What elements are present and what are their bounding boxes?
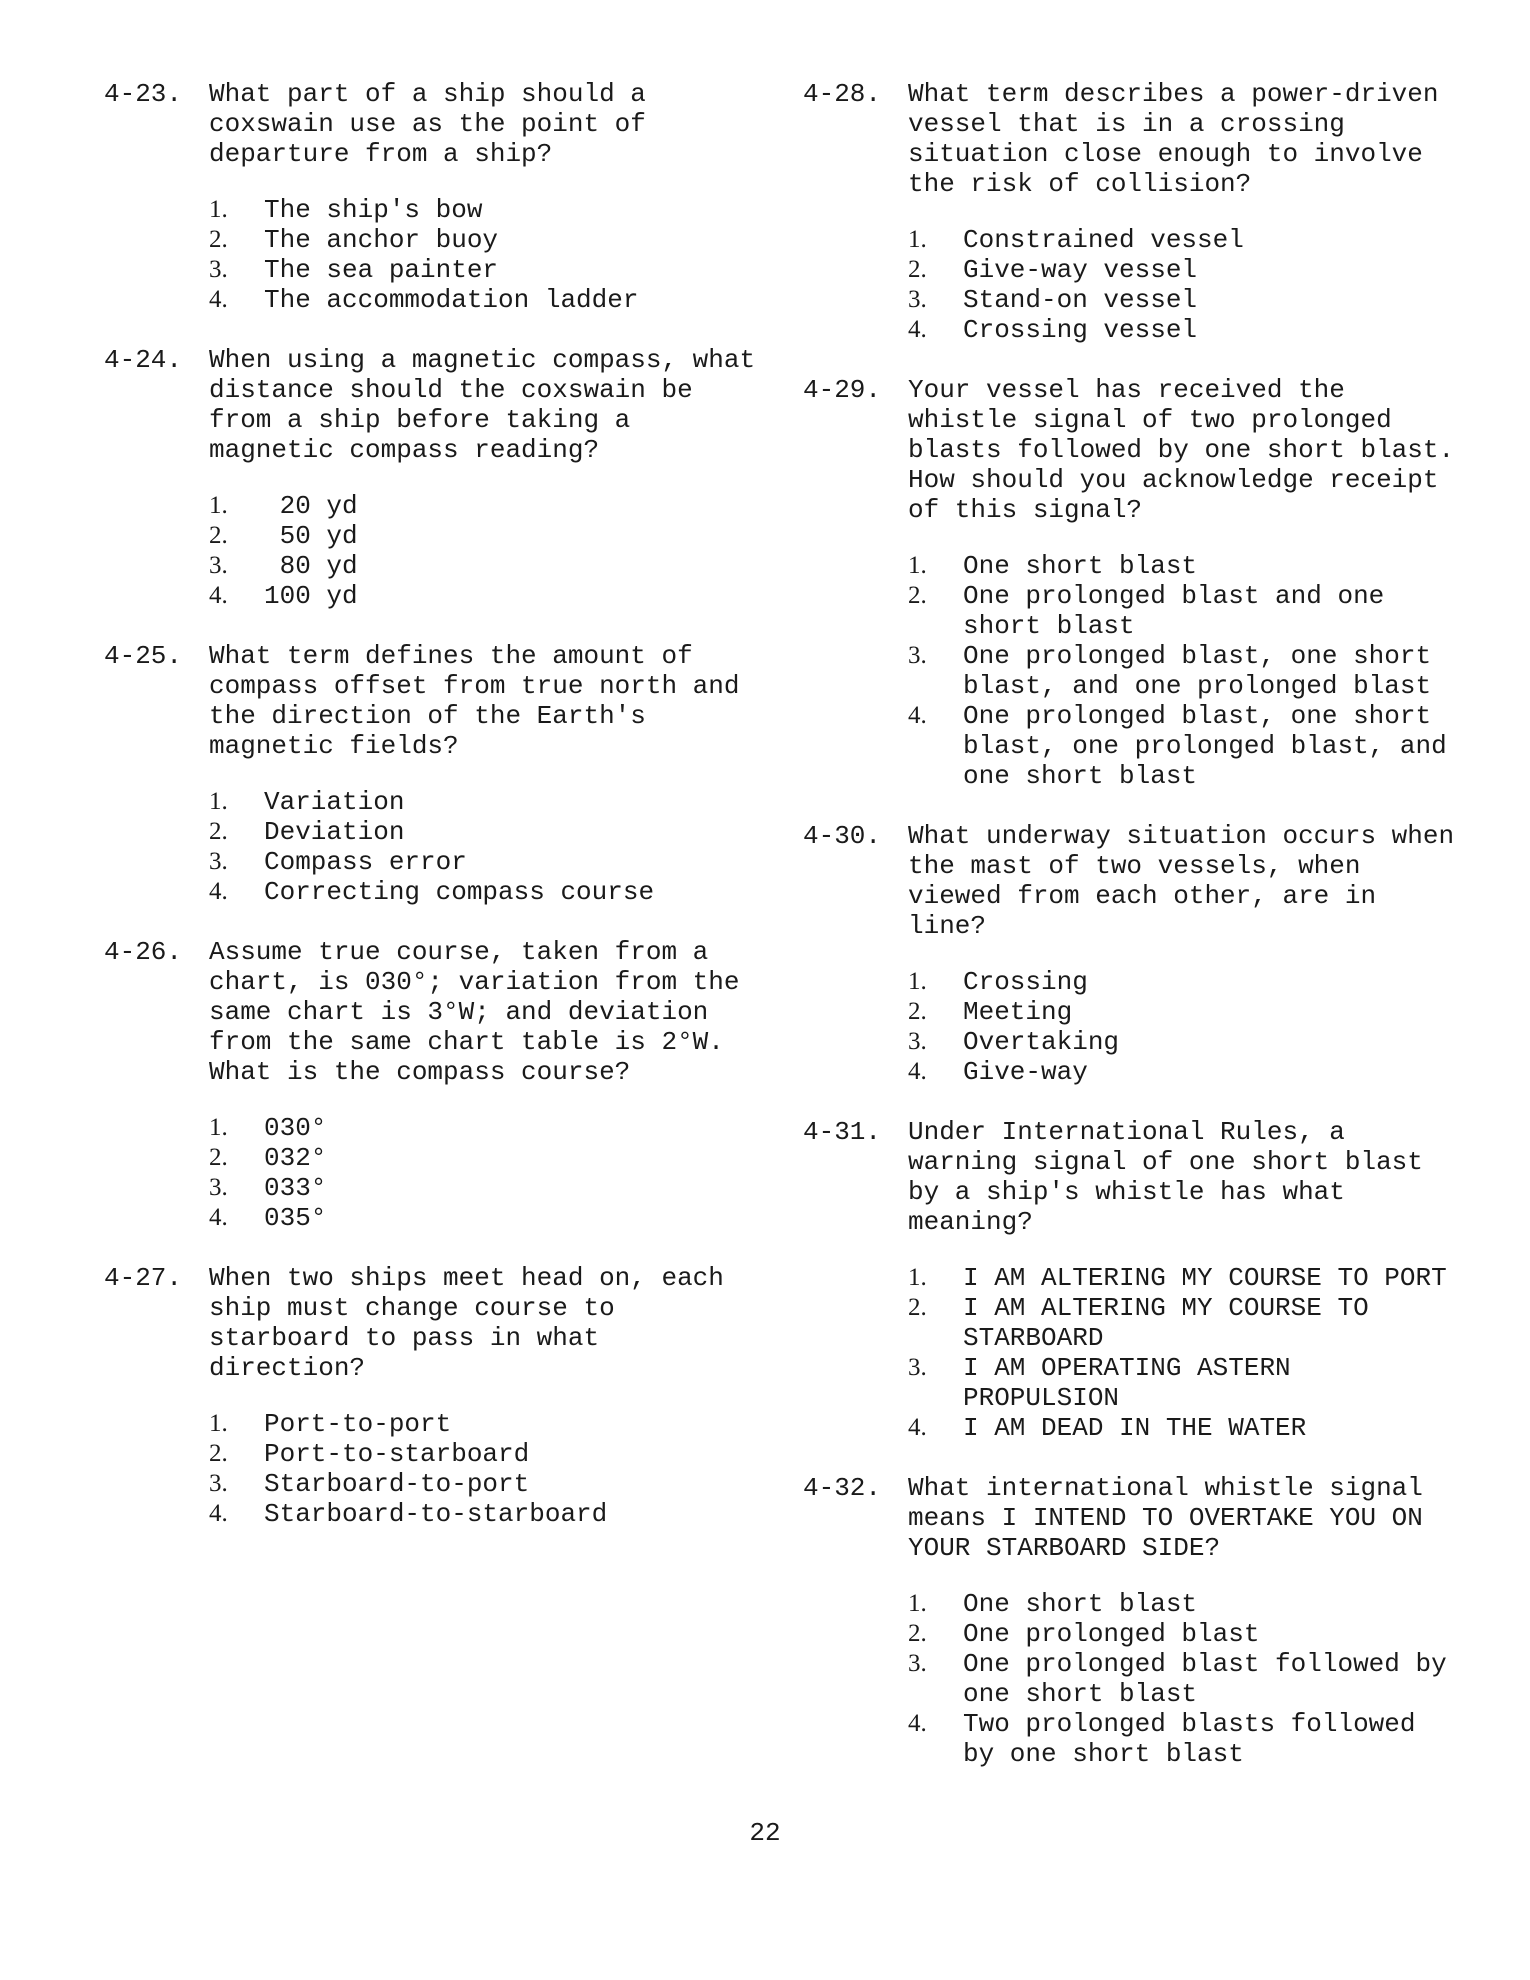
option-text: Give-way vessel — [963, 255, 1198, 285]
option-number: 2. — [908, 1620, 927, 1647]
option-number: 4. — [209, 878, 228, 905]
answer-option — [908, 581, 1483, 641]
answer-option — [209, 787, 784, 817]
option-number: 1. — [209, 492, 228, 519]
question-4-28 — [803, 79, 1453, 345]
option-number: 1. — [209, 1114, 228, 1141]
option-number: 3. — [209, 552, 228, 579]
option-text: I AM DEAD IN THE WATER — [963, 1413, 1307, 1443]
option-number: 4. — [209, 582, 228, 609]
question-number: 4-28. — [803, 79, 882, 109]
option-text: I AM ALTERING MY COURSE TO STARBOARD — [963, 1293, 1369, 1353]
answer-options — [908, 967, 1453, 1087]
question-text: When two ships meet head on, each ship must change course to starboard to pass in what direction? — [209, 1263, 724, 1383]
answer-options — [209, 195, 754, 315]
option-number: 1. — [209, 1410, 228, 1437]
option-text: The sea painter — [264, 255, 499, 285]
option-text: Starboard-to-port — [264, 1469, 530, 1499]
answer-option — [209, 847, 784, 877]
option-number: 4. — [908, 702, 927, 729]
option-text: I AM OPERATING ASTERN PROPULSION — [963, 1353, 1291, 1413]
option-number: 4. — [209, 1204, 228, 1231]
option-text: I AM ALTERING MY COURSE TO PORT — [963, 1263, 1447, 1293]
question-text: What term describes a power-driven vessel that is in a crossing situation close enough to involve the risk of collision? — [908, 79, 1439, 199]
option-text: One short blast — [963, 1589, 1198, 1619]
answer-option — [209, 581, 784, 611]
option-number: 1. — [908, 552, 927, 579]
question-text: When using a magnetic compass, what distance should the coxswain be from a ship before taking a magnetic compass reading? — [209, 345, 756, 465]
option-text: 035° — [264, 1203, 327, 1233]
answer-option — [209, 1499, 784, 1529]
answer-options — [908, 225, 1453, 345]
question-number: 4-24. — [104, 345, 183, 375]
answer-option — [209, 491, 784, 521]
answer-options — [908, 551, 1453, 791]
answer-option — [908, 551, 1483, 581]
answer-option — [209, 551, 784, 581]
option-number: 3. — [908, 642, 927, 669]
option-text: Compass error — [264, 847, 467, 877]
question-text: Your vessel has received the whistle signal of two prolonged blasts followed by one short blast. How should you acknowledge receipt of this signal? — [908, 375, 1455, 525]
option-text: Constrained vessel — [963, 225, 1244, 255]
option-number: 3. — [908, 1354, 927, 1381]
answer-option — [908, 315, 1483, 345]
answer-options — [908, 1589, 1453, 1769]
option-number: 3. — [209, 1470, 228, 1497]
question-4-31 — [803, 1117, 1453, 1443]
option-text: One prolonged blast — [963, 1619, 1260, 1649]
option-number: 1. — [908, 1590, 927, 1617]
option-number: 4. — [209, 286, 228, 313]
question-4-24 — [104, 345, 754, 611]
answer-option — [209, 1203, 784, 1233]
answer-options — [908, 1263, 1453, 1443]
option-number: 3. — [908, 286, 927, 313]
option-text: 50 yd — [264, 521, 358, 551]
option-number: 2. — [209, 1144, 228, 1171]
answer-option — [908, 967, 1483, 997]
option-text: 80 yd — [264, 551, 358, 581]
option-number: 1. — [908, 1264, 927, 1291]
question-number: 4-27. — [104, 1263, 183, 1293]
answer-option — [908, 255, 1483, 285]
answer-option — [908, 641, 1483, 701]
option-text: Crossing — [963, 967, 1088, 997]
question-4-23 — [104, 79, 754, 315]
question-text: What underway situation occurs when the mast of two vessels, when viewed from each other, are in line? — [908, 821, 1455, 941]
option-text: Starboard-to-starboard — [264, 1499, 608, 1529]
option-text: Give-way — [963, 1057, 1088, 1087]
option-text: Overtaking — [963, 1027, 1120, 1057]
left-column — [104, 79, 754, 1559]
answer-option — [908, 1353, 1483, 1413]
question-number: 4-23. — [104, 79, 183, 109]
question-text: What part of a ship should a coxswain use as the point of departure from a ship? — [209, 79, 646, 169]
question-number: 4-29. — [803, 375, 882, 405]
option-text: Port-to-starboard — [264, 1439, 530, 1469]
option-number: 1. — [908, 226, 927, 253]
option-number: 4. — [908, 1414, 927, 1441]
option-number: 3. — [908, 1028, 927, 1055]
answer-option — [209, 285, 784, 315]
option-text: The anchor buoy — [264, 225, 499, 255]
answer-option — [209, 521, 784, 551]
option-number: 3. — [209, 1174, 228, 1201]
option-number: 3. — [209, 848, 228, 875]
option-number: 4. — [908, 1058, 927, 1085]
option-number: 3. — [209, 256, 228, 283]
option-number: 1. — [209, 788, 228, 815]
answer-option — [908, 997, 1483, 1027]
question-number: 4-31. — [803, 1117, 882, 1147]
answer-option — [908, 1057, 1483, 1087]
option-number: 2. — [209, 522, 228, 549]
option-number: 4. — [908, 316, 927, 343]
option-number: 2. — [908, 998, 927, 1025]
answer-option — [908, 701, 1483, 791]
question-text: What term defines the amount of compass offset from true north and the direction of the Earth's magnetic fields? — [209, 641, 740, 761]
answer-option — [908, 1293, 1483, 1353]
answer-option — [209, 1113, 784, 1143]
option-number: 2. — [209, 1440, 228, 1467]
answer-option — [908, 1413, 1483, 1443]
option-text: Two prolonged blasts followed by one short blast — [963, 1709, 1416, 1769]
answer-option — [209, 255, 784, 285]
option-text: One short blast — [963, 551, 1198, 581]
question-4-27 — [104, 1263, 754, 1529]
answer-options — [209, 491, 754, 611]
option-number: 2. — [908, 256, 927, 283]
option-text: Correcting compass course — [264, 877, 655, 907]
option-text: 032° — [264, 1143, 327, 1173]
question-4-30 — [803, 821, 1453, 1087]
question-text: Under International Rules, a warning signal of one short blast by a ship's whistle has what meaning? — [908, 1117, 1423, 1237]
question-4-29 — [803, 375, 1453, 791]
question-4-25 — [104, 641, 754, 907]
page-number: 22 — [749, 1818, 781, 1848]
option-text: 030° — [264, 1113, 327, 1143]
answer-options — [209, 1409, 754, 1529]
option-text: The accommodation ladder — [264, 285, 639, 315]
question-number: 4-25. — [104, 641, 183, 671]
answer-option — [908, 1027, 1483, 1057]
option-number: 2. — [908, 1294, 927, 1321]
option-text: 100 yd — [264, 581, 358, 611]
option-text: One prolonged blast, one short blast, and one prolonged blast — [963, 641, 1432, 701]
question-4-26 — [104, 937, 754, 1233]
option-text: Deviation — [264, 817, 405, 847]
option-text: The ship's bow — [264, 195, 483, 225]
option-number: 1. — [908, 968, 927, 995]
answer-option — [209, 1439, 784, 1469]
answer-option — [908, 1649, 1483, 1709]
answer-option — [908, 1589, 1483, 1619]
answer-option — [209, 195, 784, 225]
answer-option — [209, 1409, 784, 1439]
answer-option — [908, 1709, 1483, 1769]
question-text: Assume true course, taken from a chart, is 030°; variation from the same chart is 3°W; and deviation from the same chart table is 2°W. What is the compass course? — [209, 937, 740, 1087]
answer-option — [908, 285, 1483, 315]
option-number: 1. — [209, 196, 228, 223]
option-text: Meeting — [963, 997, 1073, 1027]
question-text: What international whistle signal means I INTEND TO OVERTAKE YOU ON YOUR STARBOARD SIDE? — [908, 1473, 1423, 1563]
answer-option — [209, 1469, 784, 1499]
option-text: Port-to-port — [264, 1409, 452, 1439]
option-number: 4. — [209, 1500, 228, 1527]
answer-option — [209, 225, 784, 255]
question-4-32 — [803, 1473, 1453, 1769]
option-text: One prolonged blast followed by one short blast — [963, 1649, 1447, 1709]
question-number: 4-30. — [803, 821, 882, 851]
option-text: Crossing vessel — [963, 315, 1198, 345]
question-number: 4-26. — [104, 937, 183, 967]
answer-option — [908, 225, 1483, 255]
option-text: One prolonged blast, one short blast, one prolonged blast, and one short blast — [963, 701, 1447, 791]
right-column — [803, 79, 1453, 1799]
question-number: 4-32. — [803, 1473, 882, 1503]
option-number: 4. — [908, 1710, 927, 1737]
option-text: Stand-on vessel — [963, 285, 1198, 315]
option-number: 2. — [209, 226, 228, 253]
option-text: 20 yd — [264, 491, 358, 521]
answer-option — [908, 1263, 1483, 1293]
option-number: 3. — [908, 1650, 927, 1677]
answer-option — [908, 1619, 1483, 1649]
answer-options — [209, 787, 754, 907]
answer-options — [209, 1113, 754, 1233]
option-text: 033° — [264, 1173, 327, 1203]
answer-option — [209, 877, 784, 907]
option-text: One prolonged blast and one short blast — [963, 581, 1385, 641]
option-number: 2. — [209, 818, 228, 845]
answer-option — [209, 817, 784, 847]
answer-option — [209, 1143, 784, 1173]
option-number: 2. — [908, 582, 927, 609]
option-text: Variation — [264, 787, 405, 817]
answer-option — [209, 1173, 784, 1203]
